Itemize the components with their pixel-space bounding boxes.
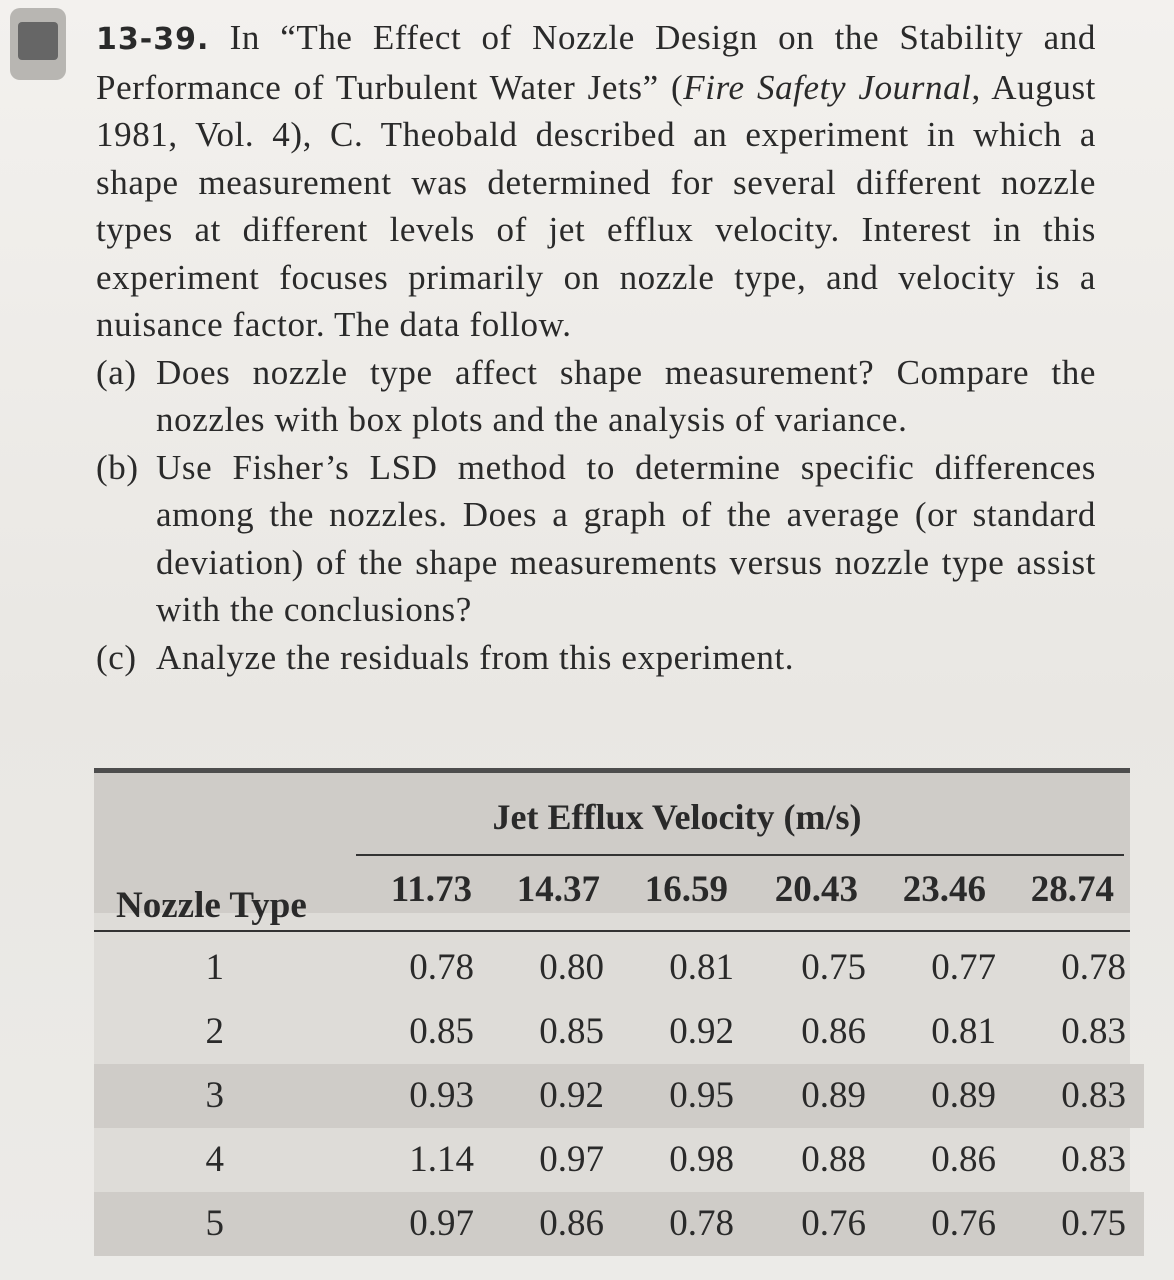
shape-measurement-cell: 0.77 (931, 947, 996, 988)
shape-measurement-cell: 0.97 (409, 1203, 474, 1244)
nozzle-type-label: 5 (205, 1203, 224, 1244)
journal-name: Fire Safety Journal (683, 67, 972, 107)
shape-measurement-cell: 0.86 (931, 1139, 996, 1180)
header-rule (356, 854, 1124, 856)
shape-measurement-cell: 0.92 (539, 1075, 604, 1116)
shape-measurement-cell: 0.89 (801, 1075, 866, 1116)
shape-measurement-cell: 0.89 (931, 1075, 996, 1116)
part-text: Does nozzle type affect shape measurement? Compare the nozzles with box plots and the analysis of variance. (156, 352, 1096, 439)
shape-measurement-cell: 0.98 (669, 1139, 734, 1180)
part-text: Analyze the residuals from this experiment. (156, 637, 795, 677)
velocity-column-header: 16.59 (644, 869, 728, 910)
velocity-column-header: 14.37 (516, 869, 600, 910)
shape-measurement-cell: 0.76 (801, 1203, 866, 1244)
shape-measurement-cell: 0.92 (669, 1011, 734, 1052)
problem-statement (96, 14, 1096, 681)
shape-measurement-cell: 0.75 (1061, 1203, 1126, 1244)
shape-measurement-cell: 1.14 (409, 1139, 474, 1180)
shape-measurement-cell: 0.95 (669, 1075, 734, 1116)
shape-measurement-cell: 0.81 (669, 947, 734, 988)
document-icon[interactable] (10, 8, 66, 80)
data-table (94, 768, 1130, 1244)
part-label: (c) (96, 637, 137, 677)
intro-text-2: , August 1981, Vol. 4), C. Theobald described an experiment in which a shape measurement was determined for several different nozzle types at different levels of jet efflux velocity. Interest in this experiment focuses primarily on nozzle type, and velocity is a nuisance factor. The data follow. (96, 67, 1096, 344)
shape-measurement-cell: 0.76 (931, 1203, 996, 1244)
nozzle-type-label: 1 (205, 947, 224, 988)
nozzle-type-header: Nozzle Type (116, 885, 307, 926)
velocity-column-header: 28.74 (1030, 869, 1114, 910)
problem-intro (96, 14, 1096, 349)
problem-part (96, 444, 1096, 634)
velocity-column-header: 11.73 (390, 869, 472, 910)
shape-measurement-cell: 0.75 (801, 947, 866, 988)
part-label: (a) (96, 352, 137, 392)
shape-measurement-cell: 0.78 (409, 947, 474, 988)
shape-measurement-cell: 0.78 (669, 1203, 734, 1244)
problem-parts (96, 349, 1096, 682)
shape-measurement-cell: 0.88 (801, 1139, 866, 1180)
problem-part (96, 349, 1096, 444)
shape-measurement-cell: 0.78 (1061, 947, 1126, 988)
part-text: Use Fisher’s LSD method to determine specific differences among the nozzles. Does a graph of the average (or standard deviation) of the shape measurements versus nozzle type assist with the conclusions? (156, 447, 1096, 629)
problem-number: 13-39. (96, 22, 210, 57)
intro-text-1: In “The Effect of Nozzle Design on the Stability and Performance of Turbulent Water Jets” ( (96, 18, 1096, 107)
velocity-group-header: Jet Efflux Velocity (m/s) (492, 797, 862, 837)
shape-measurement-cell: 0.81 (931, 1011, 996, 1052)
shape-measurement-cell: 0.83 (1061, 1011, 1126, 1052)
nozzle-type-label: 2 (205, 1011, 224, 1052)
shape-measurement-cell: 0.93 (409, 1075, 474, 1116)
shape-measurement-cell: 0.85 (539, 1011, 604, 1052)
velocity-column-header: 20.43 (774, 869, 858, 910)
shape-measurement-cell: 0.97 (539, 1139, 604, 1180)
problem-part (96, 634, 1096, 682)
shape-measurement-cell: 0.86 (539, 1203, 604, 1244)
shape-measurement-cell: 0.86 (801, 1011, 866, 1052)
shape-measurement-cell: 0.85 (409, 1011, 474, 1052)
velocity-column-header: 23.46 (902, 869, 986, 910)
part-label: (b) (96, 447, 139, 487)
table-rule (94, 930, 1130, 932)
nozzle-type-label: 4 (205, 1139, 224, 1180)
shape-measurement-cell: 0.83 (1061, 1075, 1126, 1116)
shape-measurement-cell: 0.83 (1061, 1139, 1126, 1180)
nozzle-type-label: 3 (205, 1075, 224, 1116)
shape-measurement-cell: 0.80 (539, 947, 604, 988)
